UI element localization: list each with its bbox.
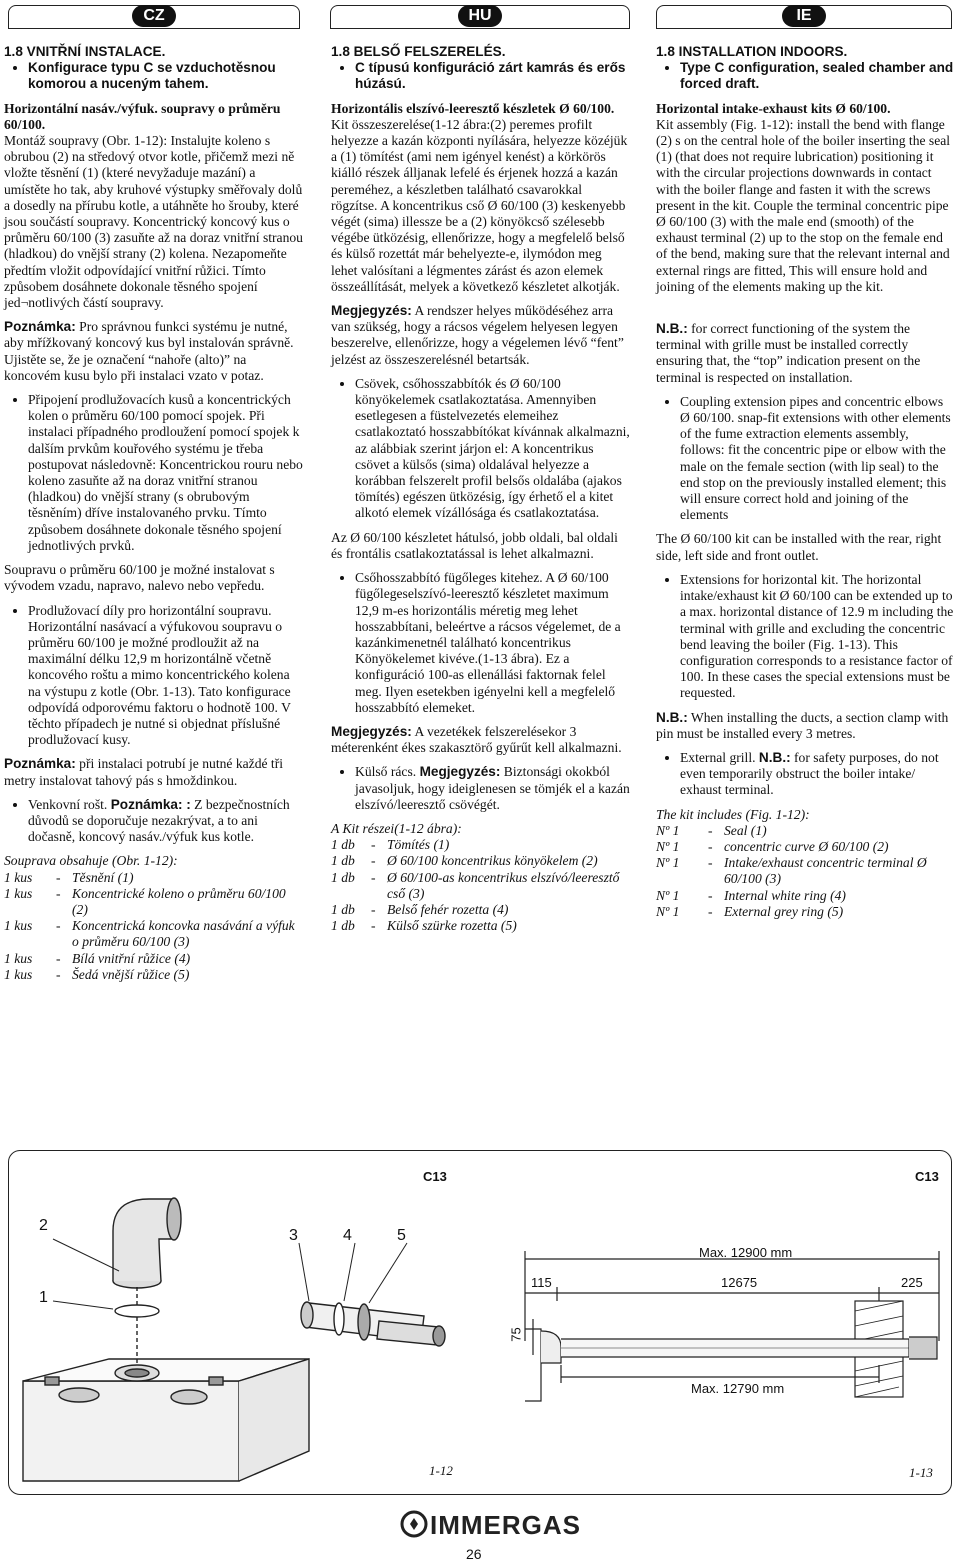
caption-1-12: 1-12: [429, 1463, 453, 1478]
kit-heading: Horizontal intake-exhaust kits Ø 60/100.: [656, 100, 891, 116]
dim-12675: 12675: [721, 1275, 758, 1290]
list-item: Nº 1 - Intake/exhaust concentric terminal Ø 60/100 (3): [656, 855, 927, 887]
kit-list-title: The kit includes (Fig. 1-12):: [656, 806, 810, 822]
tab-ie: [656, 5, 952, 29]
label-c13-left: C13: [423, 1169, 447, 1184]
list-item: 1 db - Belső fehér rozetta (4): [331, 901, 509, 917]
bullet-horizontal-ext: • Prodlužovací díly pro horizontální soupravu. Horizontální nasávací a výfukovou soupravu o průměru 60/100 je možné prodloužit až na maximální délku 12,9 m horizontálně včetně koncového roštu a mimo koncentrického kolena na výstupu z kotle (Obr. 1-13). Tato konfigurace odpovídá odporovému faktoru o hodnotě 100. V těchto případech je nutné si objednat příslušné prodlužovací kusy.: [28, 603, 304, 749]
bullet-grill: • Venkovní rošt. Poznámka: : Z bezpečnostních důvodů se doporučuje nezakrývat, a to ani dočasně, koncový nasáv./výfuk kus kotle.: [28, 797, 304, 846]
elbow-drawing: [113, 1198, 181, 1363]
list-item: 1 kus - Bílá vnitřní růžice (4): [4, 950, 191, 966]
kit-heading: Horizontális elszívó-leeresztő készletek Ø 60/100.: [331, 100, 615, 116]
dimension-drawing: [525, 1251, 939, 1401]
bullet-horizontal-ext: • Csőhosszabbító fügőleges kitehez. A Ø 60/100 fügőlegeselszívó-leeresztő készletet maximum 12,9 m-es horizontális méretig meg lehet hosszabbítani, beleértve a rácsos végelemet, de a kazánkimenetnél található koncentrikus Könyökelemet kivéve.(1-13 ábra). Ez a konfiguráció 100-as ellenállási faktornak felel meg. Ilyen esetekben igényelni kell a megfelelő hosszabbító elemeket.: [355, 570, 631, 716]
kit-list-title: A Kit részei(1-12 ábra):: [331, 820, 462, 836]
list-item: Nº 1 - Internal white ring (4): [656, 887, 846, 903]
immergas-logo: [400, 1509, 590, 1539]
list-item: Nº 1 - Seal (1): [656, 822, 767, 838]
note-2: N.B.: When installing the ducts, a section clamp with pin must be installed every 3 metres.: [656, 709, 949, 741]
caption-1-13: 1-13: [909, 1465, 933, 1480]
bullet-grill: • External grill. N.B.: for safety purposes, do not even temporarily obstruct the boiler intake/ exhaust terminal.: [680, 750, 956, 799]
paragraph-outlets: Az Ø 60/100 készletet hátulsó, jobb oldali, bal oldali és frontális csatlakoztatással is lehet alkalmazni.: [331, 529, 618, 561]
figure-panel: [8, 1150, 952, 1495]
installation-illustration: [9, 1151, 950, 1493]
bullet-extensions: • Coupling extension pipes and concentric elbows Ø 60/100. snap-fit extensions with other elements of the fume extraction elements assembly, follows: fit the concentric pipe or elbow with the male on the female section (with lip seal) to the end stop on the previously installed element; this will ensure correct hold and joining of the elements: [680, 394, 956, 524]
paragraph-assembly: Kit assembly (Fig. 1-12): install the bend with flange (2) s on the central hole of the boiler inserting the seal (1) (that does not require lubrication) positioning it with the circular projections downwards in contact with the boiler flange and fasten it with the screws present in the kit. Couple the terminal concentric pipe Ø 60/100 (3) with the male end (smooth) of the exhaust terminal (2) up to the stop on the female end of the bend, making sure that the relevant internal and external rings are fitted, This will ensure hold and joining of the elements making up the kit.: [656, 116, 951, 294]
dim-75: 75: [508, 1327, 524, 1342]
kit-heading: Horizontální nasáv./výfuk. soupravy o průměru 60/100.: [4, 100, 281, 132]
dim-max-top: Max. 12900 mm: [699, 1245, 793, 1260]
paragraph-outlets: The Ø 60/100 kit can be installed with the rear, right side, left side and front outlet.: [656, 531, 942, 563]
dim-115: 115: [531, 1275, 552, 1290]
note-1: Megjegyzés: A rendszer helyes működéséhez arra van szükség, hogy a rácsos végelem helyesen legyen beszerelve, ellenőrizze, hogy a végelemen lévő “fent” jelzést az összeszerelésnél betartsák.: [331, 303, 624, 367]
column-ie: [656, 44, 956, 920]
label-c13-right: C13: [915, 1169, 939, 1184]
note-1: N.B.: for correct functioning of the system the terminal with grille must be installed correctly ensuring that, the “top” indication present on the terminal is respected on installation.: [656, 321, 921, 385]
tab-ie-label: IE: [782, 5, 826, 27]
paragraph-assembly: Kit összeszerelése(1-12 ábra:(2) peremes profilt helyezze a kazán központi nyílására, helyezze közéjük a (1) tömítést (ami nem igényel kenést) a körkörös kiálló részek álljanak lefelé és érjenek hozzá a kazán pereméhez, a készletben található csavarokkal rögzítse. A koncentrikus cső Ø 60/100 (3) keskenyebb végét (sima) illessze be a (2) könyökcső szélesebb végébe ütközésig, ellenőrizze, hogy a megfelelő belső és külső rozettát már behelyezte-e, ilymódon meg lehet valósítani a légmentes zárást és azon elemek összeállítását, melyek a következő készletet alkotják.: [331, 116, 628, 294]
bullet-config: • C típusú konfiguráció zárt kamrás és erős húzású.: [355, 60, 631, 92]
list-item: 1 kus - Koncentrické koleno o průměru 60/100 (2): [4, 885, 286, 917]
kit-list: [656, 823, 956, 920]
bullet-horizontal-ext: • Extensions for horizontal kit. The horizontal intake/exhaust kit Ø 60/100 can be extended up to a max. horizontal distance of 12.9 m including the terminal with grille and excluding the concentric bend leaving the boiler (Fig. 1-13). This configuration corresponds to a resistance factor of 100. In these cases the special extensions must be requested.: [680, 572, 956, 702]
bullet-extensions: • Csövek, csőhosszabbítók és Ø 60/100 könyökelemek csatlakoztatása. Amennyiben esetlegesen a füstelvezetés elemeihez csatlakoztató hosszabbítókat kívánnak alkalmazni, az alábbiak szerint járjon el: A koncentrikus csövet a külsős (sima) oldalával helyezze a korábban felszerelt profil belsős oldalába (ajakos tömítés) egészen ütközésig, így érhető el a kitet alkotó elemek vízállósága és csatlakoztatása.: [355, 376, 631, 522]
page-number: 26: [466, 1546, 482, 1562]
paragraph-assembly: Montáž soupravy (Obr. 1-12): Instalujte koleno s obrubou (2) na středový otvor kotle, přičemž mezi ně vložte těsnění (1) (které nevyžaduje mazání) a umístěte ho tak, aby kruhové výstupky směřovaly dolů a dosedly na přírubu kotle, a utáhněte ho šrouby, které jsou součástí soupravy. Koncentrický koncový kus o průměru 60/100 (3) zasuňte až na doraz vnitřní stranou (hladkou) do vnější strany (2) kolena. Nezapomeňte předtím vložit odpovídající vnitřní růžici. Tímto způsobem dosáhnete dokonale těsného spojení jed¬notlivých částí soupravy.: [4, 133, 303, 311]
list-item: 1 kus - Koncentrická koncovka nasávání a výfuk o průměru 60/100 (3): [4, 918, 295, 950]
paragraph-outlets: Soupravu o průměru 60/100 je možné instalovat s vývodem vzadu, napravo, nalevo nebo vepředu.: [4, 562, 275, 594]
list-item: 1 db - Ø 60/100-as koncentrikus elszívó/leeresztő cső (3): [331, 869, 620, 901]
section-title: 1.8 INSTALLATION INDOORS.: [656, 44, 848, 59]
callout-3: 3: [289, 1227, 298, 1244]
bullet-grill: • Külső rács. Megjegyzés: Biztonsági okokból javasoljuk, hogy ideiglenesen se tömjék el a kazán elszívó/leeresztő csövégét.: [355, 764, 631, 813]
note-1: Poznámka: Pro správnou funkci systému je nutné, aby mřížkovaný koncový kus byl instalován správně. Ujistěte se, že je označení “nahoře (alto)” na koncovém kusu bylo při instalaci vzato v potaz.: [4, 319, 294, 383]
tab-cz: [8, 5, 300, 29]
bullet-extensions: • Připojení prodlužovacích kusů a koncentrických kolen o průměru 60/100 pomocí spojek. Při instalaci případného prodloužení pomocí spojek k dalším prvkům kouřového systému je třeba postupovat následovně: Koncentrickou rouru nebo koleno zasuňte až na doraz vnitřní stranou (hladkou) do vnější strany (s obrubovým těsněním) dříve instalovaného prvku. Tímto způsobem dosáhnete dokonale těsného spojení jednotlivých prvků.: [28, 392, 304, 554]
dim-max-bottom: Max. 12790 mm: [691, 1381, 785, 1396]
list-item: 1 kus - Těsnění (1): [4, 869, 134, 885]
callout-4: 4: [343, 1227, 352, 1244]
callout-1: 1: [39, 1289, 48, 1306]
terminal-pipe-drawing: [301, 1302, 445, 1346]
list-item: Nº 1 - concentric curve Ø 60/100 (2): [656, 838, 889, 854]
section-title: 1.8 VNITŘNÍ INSTALACE.: [4, 44, 166, 59]
tab-hu-label: HU: [458, 5, 502, 27]
section-title: 1.8 BELSŐ FELSZERELÉS.: [331, 44, 506, 59]
callout-lines: [53, 1239, 407, 1309]
bullet-config: • Type C configuration, sealed chamber and forced draft.: [680, 60, 956, 92]
boiler-drawing: [23, 1359, 309, 1481]
callout-2: 2: [39, 1217, 48, 1234]
tab-cz-label: CZ: [132, 5, 176, 27]
column-hu: [331, 44, 631, 934]
dim-225: 225: [901, 1275, 923, 1290]
list-item: Nº 1 - External grey ring (5): [656, 903, 844, 919]
list-item: 1 db - Külső szürke rozetta (5): [331, 918, 517, 934]
kit-list-title: Souprava obsahuje (Obr. 1-12):: [4, 853, 178, 869]
brand-name: IMMERGAS: [430, 1510, 581, 1540]
bullet-config: • Konfigurace typu C se vzduchotěsnou komorou a nuceným tahem.: [28, 60, 304, 92]
callout-5: 5: [397, 1227, 406, 1244]
kit-list: [331, 837, 631, 934]
list-item: 1 db - Tömítés (1): [331, 837, 450, 853]
note-2: Megjegyzés: A vezetékek felszerelésekor 3 méterenként ékes szakasztörő gyűrűt kell alkalmazni.: [331, 723, 622, 756]
tab-hu: [330, 5, 630, 29]
kit-list: [4, 870, 304, 983]
note-2: Poznámka: při instalaci potrubí je nutné každé tři metry instalovat tahový pás s hmoždinkou.: [4, 756, 284, 788]
list-item: 1 db - Ø 60/100 koncentrikus könyökelem (2): [331, 853, 598, 869]
column-cz: [4, 44, 304, 983]
list-item: 1 kus - Šedá vnější růžice (5): [4, 966, 190, 982]
